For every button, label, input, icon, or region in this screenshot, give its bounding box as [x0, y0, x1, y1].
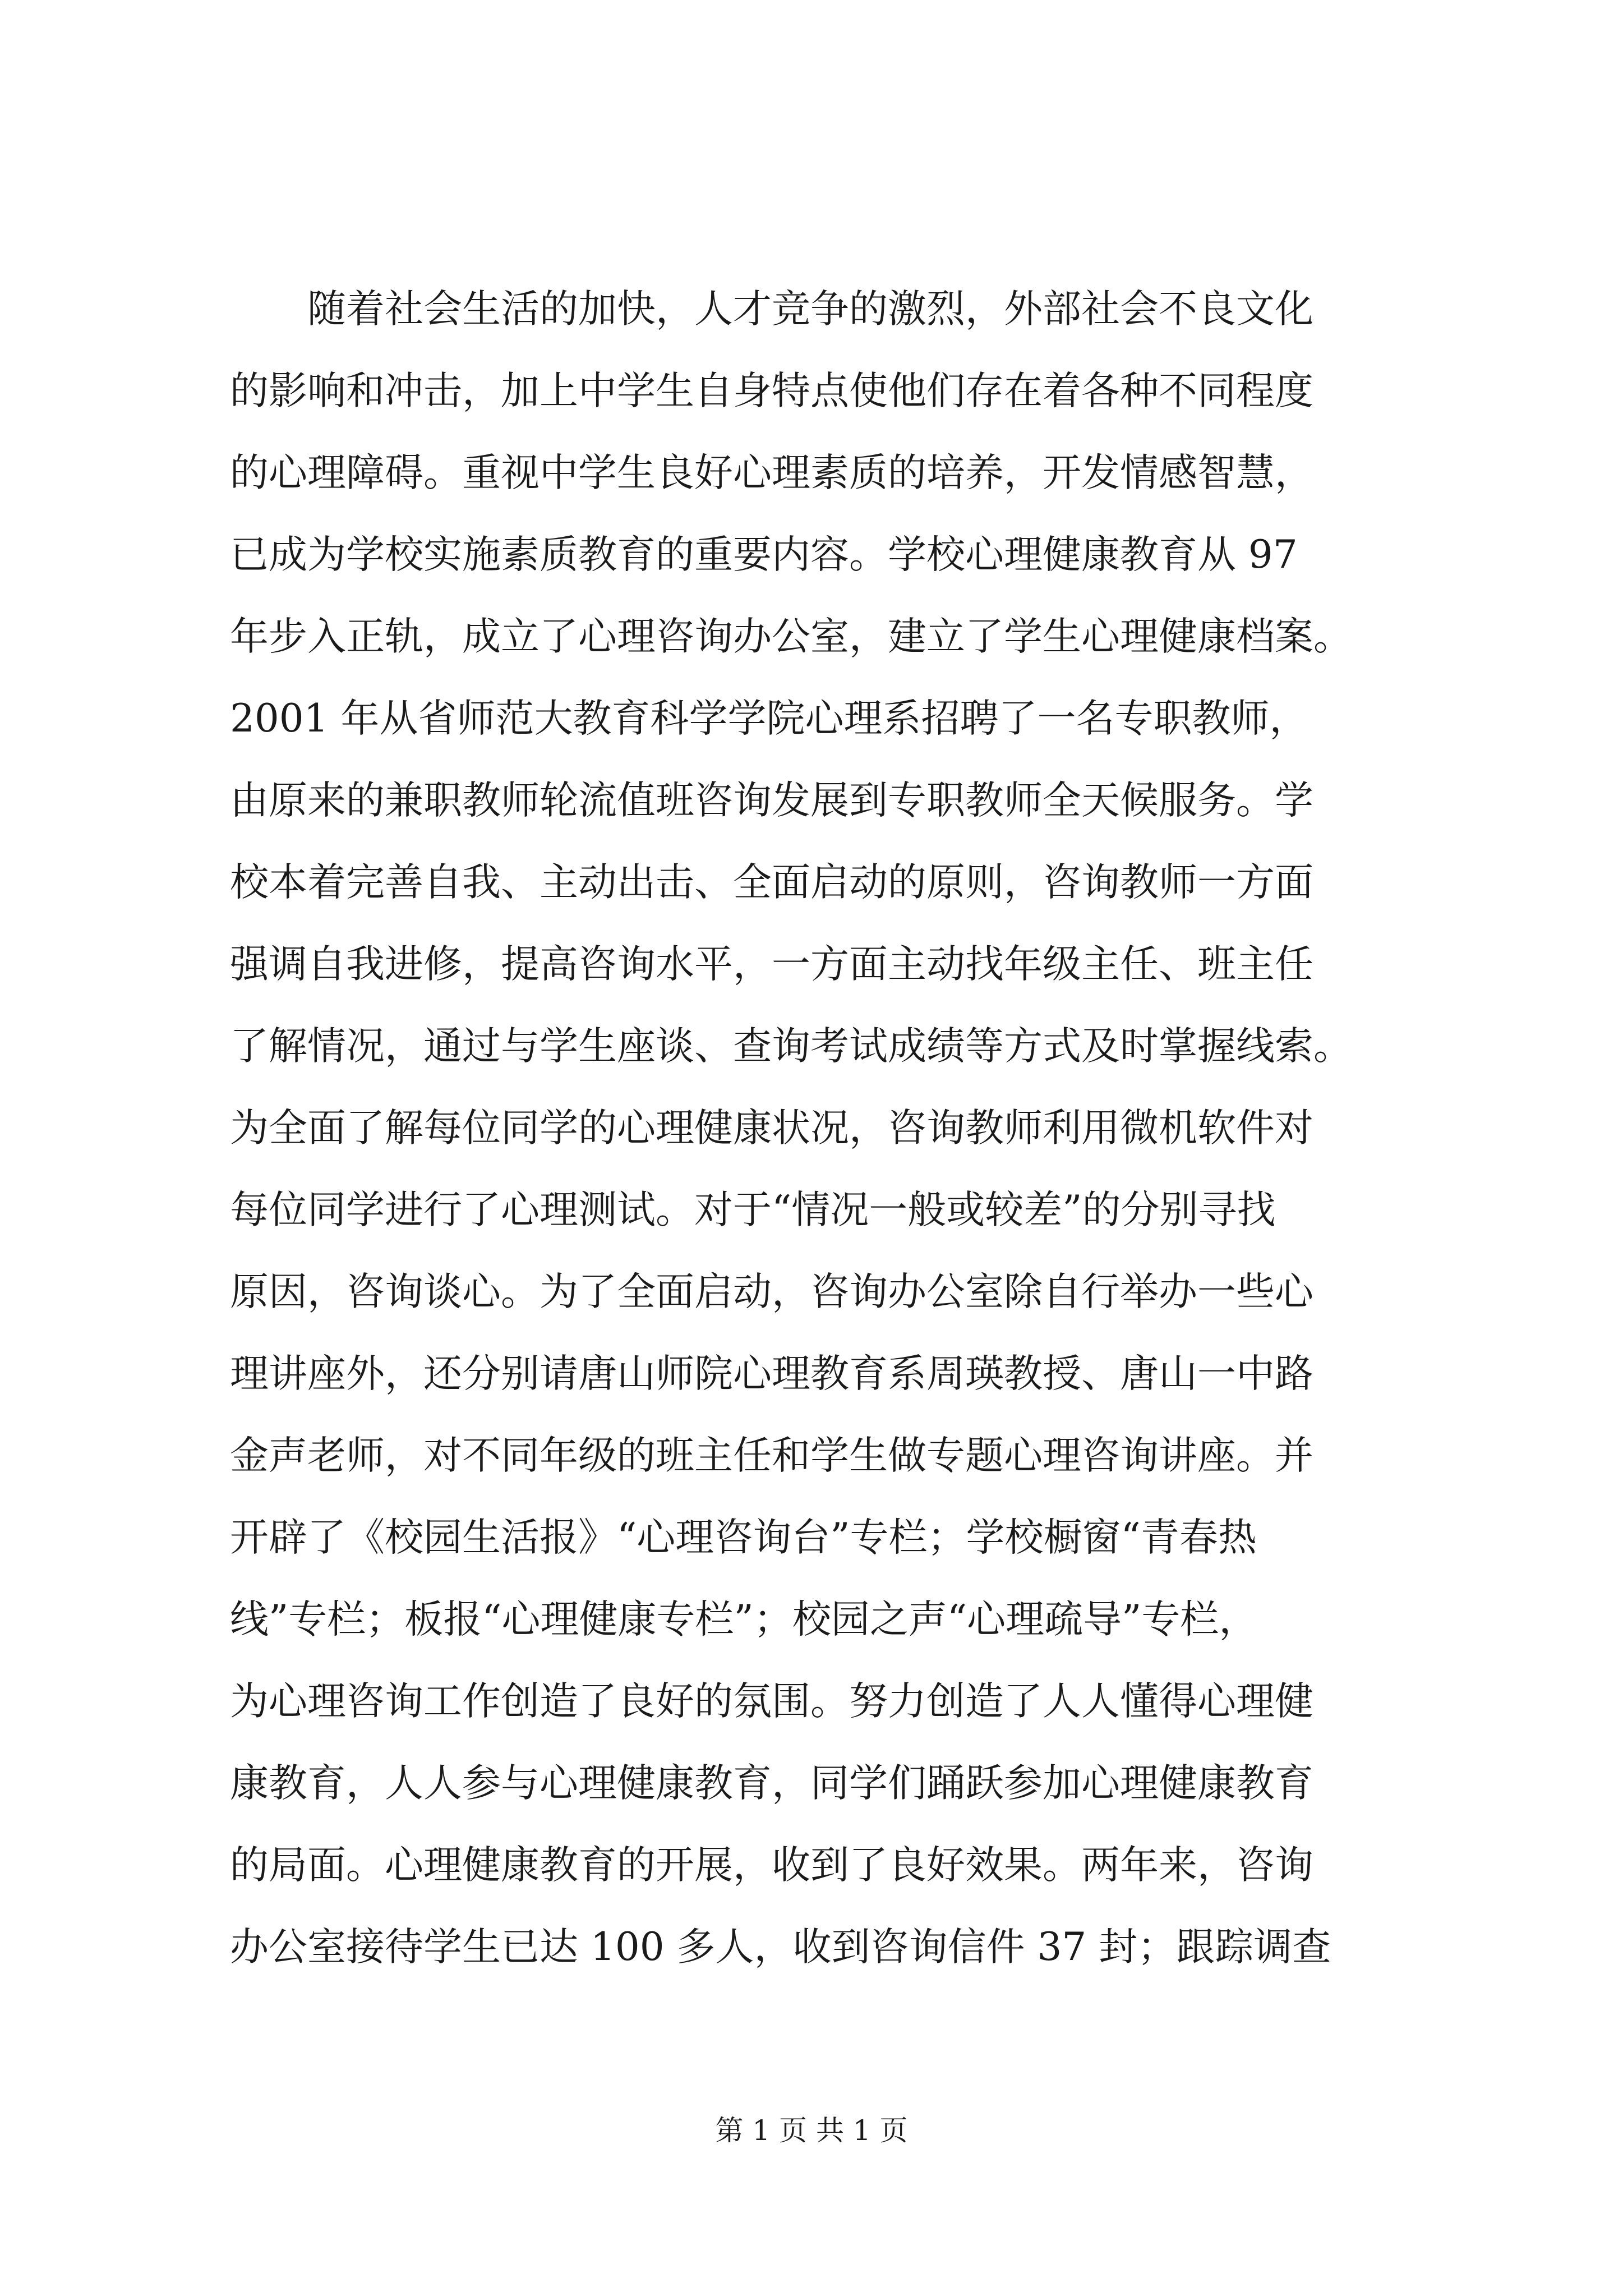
text-line: 的影响和冲击，加上中学生自身特点使他们存在着各种不同程度: [230, 369, 1313, 413]
text-line: 的心理障碍。重视中学生良好心理素质的培养，开发情感智慧，: [230, 450, 1313, 495]
text-line: 每位同学进行了心理测试。对于“情况一般或较差”的分别寻找: [230, 1188, 1276, 1232]
text-line: 原因，咨询谈心。为了全面启动，咨询办公室除自行举办一些心: [230, 1269, 1313, 1314]
text-line: 办公室接待学生已达 100 多人，收到咨询信件 37 封；跟踪调查: [230, 1925, 1331, 1970]
text-line: 金声老师，对不同年级的班主任和学生做专题心理咨询讲座。并: [230, 1433, 1313, 1478]
text-line: 由原来的兼职教师轮流值班咨询发展到专职教师全天候服务。学: [230, 778, 1313, 823]
text-line: 强调自我进修，提高咨询水平，一方面主动找年级主任、班主任: [230, 942, 1313, 987]
text-line: 了解情况，通过与学生座谈、查询考试成绩等方式及时掌握线索。: [230, 1024, 1352, 1069]
text-line: 校本着完善自我、主动出击、全面启动的原则，咨询教师一方面: [230, 860, 1313, 905]
text-line: 随着社会生活的加快，人才竞争的激烈，外部社会不良文化: [307, 287, 1313, 332]
text-line: 年步入正轨，成立了心理咨询办公室，建立了学生心理健康档案。: [230, 614, 1352, 659]
text-line: 康教育，人人参与心理健康教育，同学们踊跃参加心理健康教育: [230, 1761, 1313, 1806]
text-line: 线”专栏；板报“心理健康专栏”；校园之声“心理疏导”专栏，: [230, 1597, 1258, 1642]
body-paragraph: [230, 268, 1402, 1988]
text-line: 2001 年从省师范大教育科学学院心理系招聘了一名专职教师，: [230, 696, 1308, 741]
text-line: 的局面。心理健康教育的开展，收到了良好效果。两年来，咨询: [230, 1843, 1313, 1888]
text-line: 开辟了《校园生活报》“心理咨询台”专栏；学校橱窗“青春热: [230, 1515, 1257, 1560]
text-line: 为心理咨询工作创造了良好的氛围。努力创造了人人懂得心理健: [230, 1679, 1313, 1724]
page-footer: 第 1 页 共 1 页: [715, 2114, 908, 2147]
text-line: 已成为学校实施素质教育的重要内容。学校心理健康教育从 97: [230, 532, 1298, 577]
text-line: 理讲座外，还分别请唐山师院心理教育系周瑛教授、唐山一中路: [230, 1351, 1313, 1396]
text-line: 为全面了解每位同学的心理健康状况，咨询教师利用微机软件对: [230, 1106, 1313, 1151]
